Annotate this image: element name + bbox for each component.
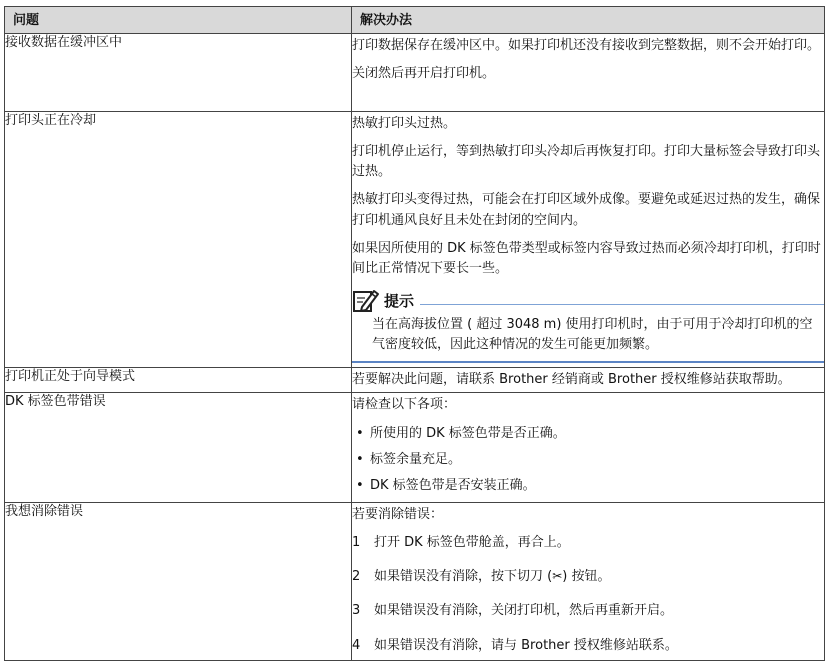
table-header-row [5,7,825,34]
step-number: 4 [352,637,361,653]
problem-cell: 接收数据在缓冲区中 [5,34,352,112]
table-row [5,393,825,503]
note-title: 提示 [384,291,415,310]
step-item [352,533,824,553]
solution-paragraph: 若要解决此问题，请联系 Brother 经销商或 Brother 授权维修站获取帮助。 [352,372,791,388]
solution-intro: 请检查以下各项： [352,397,457,413]
solution-intro: 若要消除错误： [352,506,444,522]
step-item [352,601,824,621]
bullet-icon: • [356,477,364,493]
step-number: 2 [352,569,361,585]
list-item [352,424,824,444]
header-solution: 解决办法 [352,7,825,34]
note-top-rule [420,304,824,305]
solution-paragraph: 关闭然后再开启打印机。 [352,66,496,82]
step-item [352,636,824,656]
list-item-text: 标签余量充足。 [370,451,462,467]
solution-paragraph: 打印机停止运行，等到热敏打印头冷却后再恢复打印。打印大量标签会导致打印头过热。 [352,144,821,180]
step-text-before: 如果错误没有消除，按下切刀 ( [374,569,553,585]
check-list [352,424,824,496]
step-number: 1 [352,535,361,551]
list-item [352,450,824,470]
problem-cell: 打印头正在冷却 [5,112,352,368]
step-text: 如果错误没有消除，请与 Brother 授权维修站联系。 [374,637,678,653]
troubleshooting-table [4,6,825,661]
step-text [374,567,611,587]
step-text: 如果错误没有消除，关闭打印机，然后再重新开启。 [374,603,674,619]
note-box [352,287,824,363]
list-item-text: DK 标签色带是否安装正确。 [370,477,536,493]
bullet-icon: • [356,451,364,467]
list-item-text: 所使用的 DK 标签色带是否正确。 [370,425,566,441]
list-item [352,476,824,496]
table-row [5,368,825,393]
step-number: 3 [352,603,361,619]
solution-paragraph: 热敏打印头过热。 [352,116,457,131]
table-row [5,34,825,112]
problem-cell: 我想消除错误 [5,502,352,660]
step-text: 打开 DK 标签色带舱盖，再合上。 [374,535,570,551]
solution-cell [352,368,825,393]
solution-cell [352,393,825,503]
solution-cell [352,112,825,368]
solution-cell [352,502,825,660]
problem-cell: DK 标签色带错误 [5,393,352,503]
note-header [352,287,824,313]
note-text: 当在高海拔位置 ( 超过 3048 m) 使用打印机时，由于可用于冷却打印机的空气密度较低，因此这种情况的发生可能更加频繁。 [352,313,824,363]
solution-paragraph: 热敏打印头变得过热，可能会在打印区域外成像。要避免或延迟过热的发生，确保打印机通风良好且未处在封闭的空间内。 [352,192,821,228]
step-text-after: ) 按钮。 [562,569,611,585]
bullet-icon: • [356,425,364,441]
problem-cell: 打印机正处于向导模式 [5,368,352,393]
step-item [352,567,824,587]
solution-paragraph: 如果因所使用的 DK 标签色带类型或标签内容导致过热而必须冷却打印机，打印时间比正常情况下要长一些。 [352,240,821,276]
cutter-icon: ✂ [552,569,563,584]
table-row [5,112,825,368]
table-row [5,502,825,660]
solution-cell [352,34,825,112]
solution-paragraph: 打印数据保存在缓冲区中。如果打印机还没有接收到完整数据，则不会开始打印。 [352,38,821,53]
note-pencil-icon [352,287,380,313]
header-problem: 问题 [5,7,352,34]
step-list [352,533,824,656]
